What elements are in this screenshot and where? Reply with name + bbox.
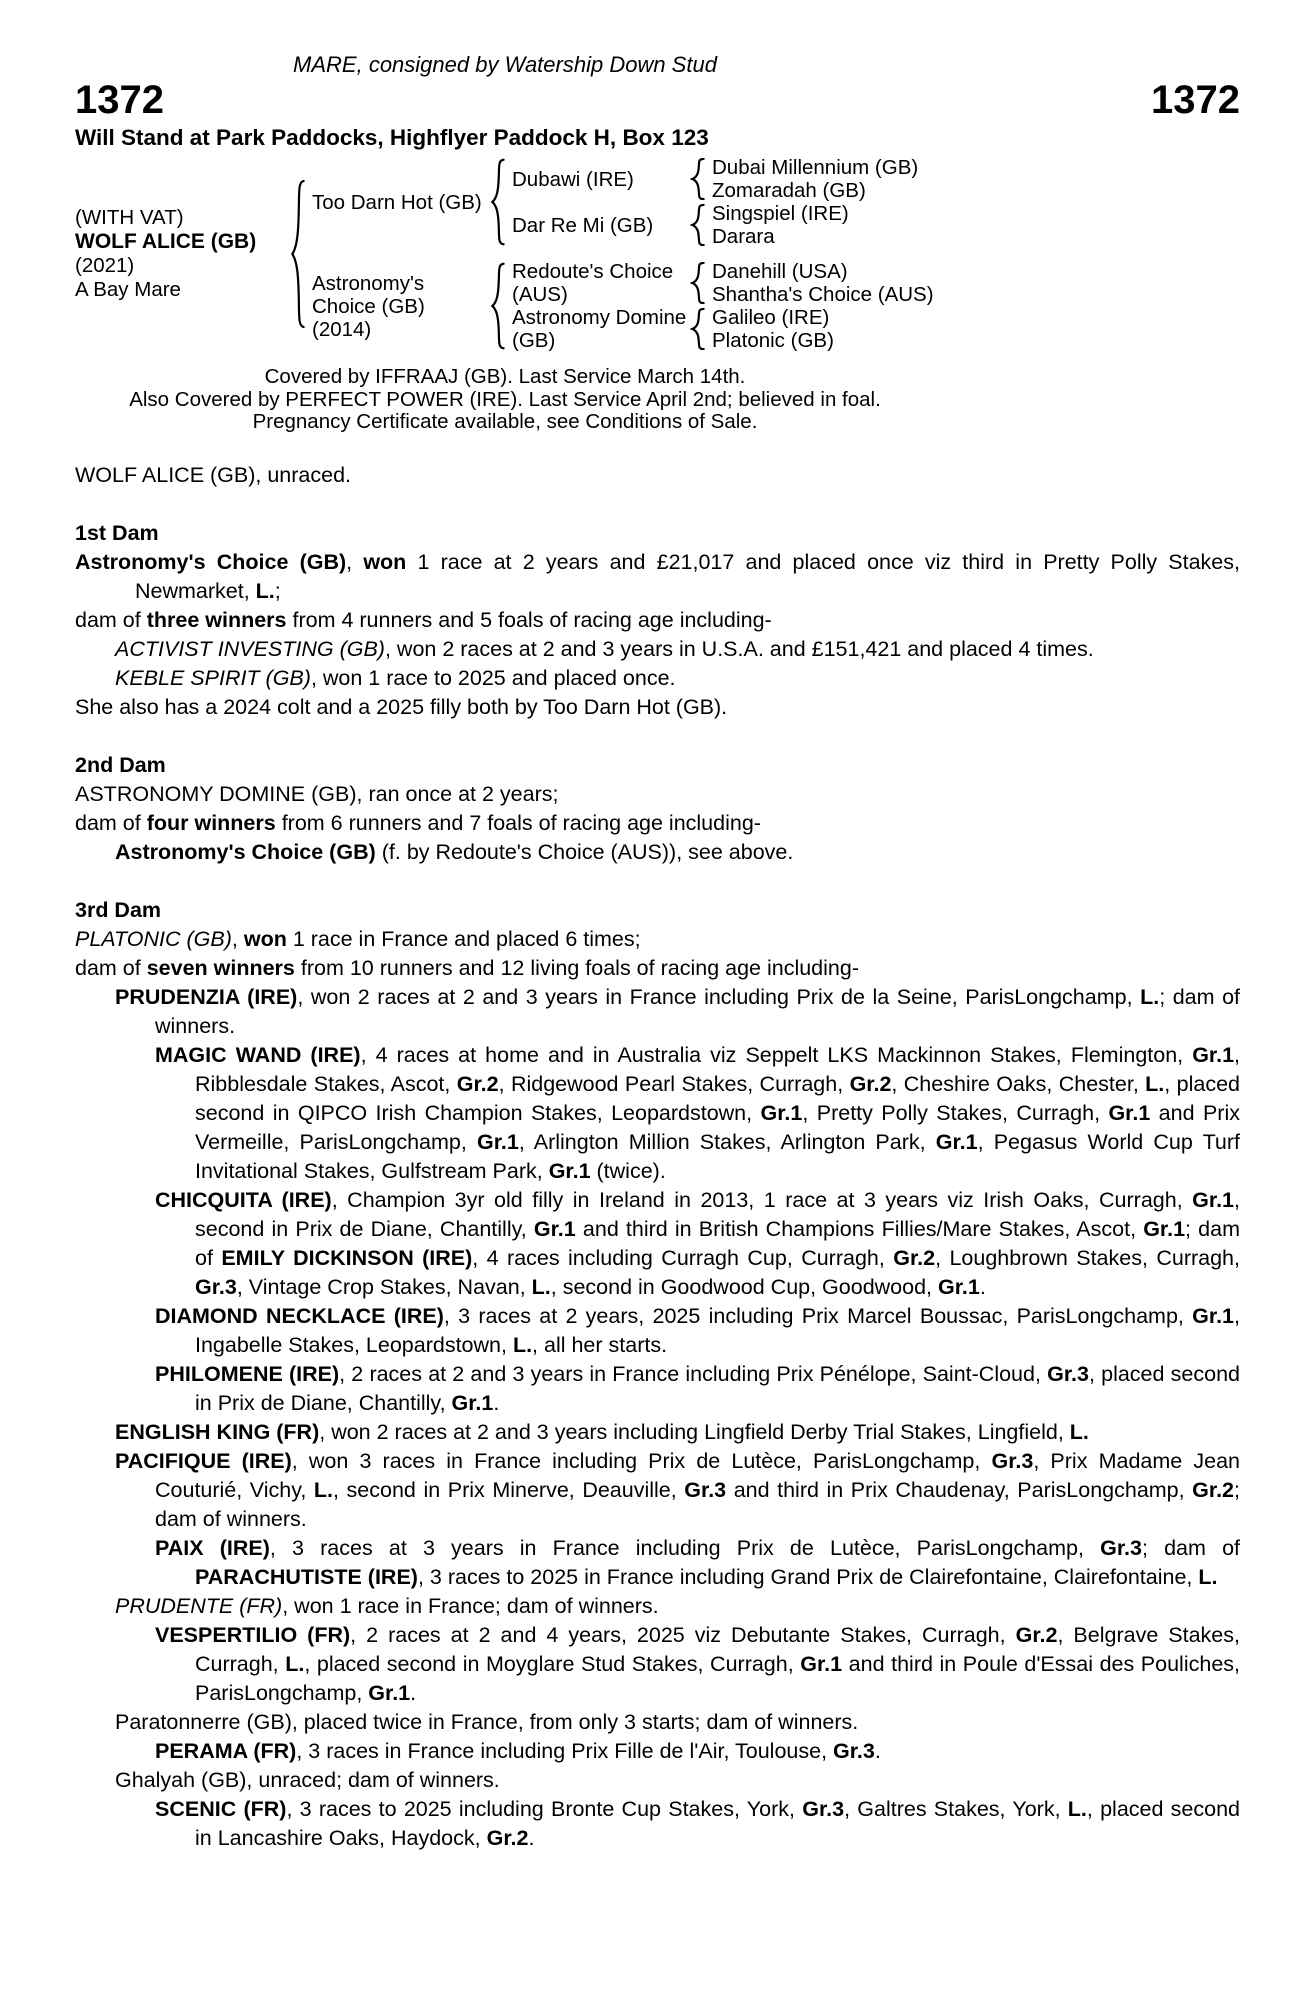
heading-1st-dam: 1st Dam [75, 520, 159, 545]
entry-philomene: PHILOMENE (IRE), 2 races at 2 and 3 years in France including Prix Pénélope, Saint-Cloud, Gr.3, placed second in Prix de Diane, Chantilly, Gr.1. [155, 1361, 1240, 1415]
pedigree-dam-sire-name: Redoute's Choice (AUS) [512, 260, 674, 306]
entry-prudenzia: PRUDENZIA (IRE), won 2 races at 2 and 3 years in France including Prix de la Seine, ParisLongchamp, L.; dam of winners. [115, 984, 1240, 1038]
catalogue-body [75, 461, 1240, 1853]
pedigree-dam-dam-name: Astronomy Domine (GB) [512, 306, 687, 352]
dam3-produce-intro: dam of seven winners from 10 runners and 12 living foals of racing age including- [75, 955, 859, 980]
lot-number-left: 1372 [75, 78, 164, 122]
pedigree-dam-sire-sire: Danehill (USA) [712, 260, 848, 283]
pedigree-dam-block [305, 260, 934, 352]
dam1-note: She also has a 2024 colt and a 2025 filly both by Too Darn Hot (GB). [75, 694, 728, 719]
pedigree-dam-sire-dam: Shantha's Choice (AUS) [712, 283, 934, 306]
pedigree-sire-sire-sire: Dubai Millennium (GB) [712, 156, 919, 179]
race-record: WOLF ALICE (GB), unraced. [75, 462, 352, 487]
dam1-produce-intro: dam of three winners from 4 runners and 5 foals of racing age including- [75, 607, 772, 632]
entry-magic-wand: MAGIC WAND (IRE), 4 races at home and in Australia viz Seppelt LKS Mackinnon Stakes, Flemington, Gr.1, Ribblesdale Stakes, Ascot, Gr.2, Ridgewood Pearl Stakes, Curragh, Gr.2, Cheshire Oaks, Chester, L., placed second in QIPCO Irish Champion Stakes, Leopardstown, Gr.1, Pretty Polly Stakes, Curragh, Gr.1 and Prix Vermeille, ParisLongchamp, Gr.1, Arlington Million Stakes, Arlington Park, Gr.1, Pegasus World Cup Turf Invitational Stakes, Gulfstream Park, Gr.1 (twice). [155, 1042, 1241, 1183]
pedigree-brace-small [690, 204, 705, 246]
pedigree-dam-dam-dam: Platonic (GB) [712, 329, 834, 352]
pedigree-dam-name [305, 272, 490, 341]
pedigree-sire-dam-name: Dar Re Mi (GB) [512, 213, 654, 237]
entry-vespertilio: VESPERTILIO (FR), 2 races at 2 and 4 years, 2025 viz Debutante Stakes, Curragh, Gr.2, Belgrave Stakes, Curragh, L., placed second in Moyglare Stud Stakes, Curragh, Gr.1 and third in Poule d'Essai des Pouliches, ParisLongchamp, Gr.1. [155, 1622, 1240, 1705]
lot-number-row [75, 78, 1240, 122]
pedigree [75, 156, 1240, 352]
entry-pacifique: PACIFIQUE (IRE), won 3 races in France including Prix de Lutèce, ParisLongchamp, Gr.3, Prix Madame Jean Couturié, Vichy, L., second in Prix Minerve, Deauville, Gr.3 and third in Prix Chaudenay, ParisLongchamp, Gr.2; dam of winners. [115, 1448, 1240, 1531]
pedigree-brace-small [690, 262, 705, 304]
consignor-line: MARE, consigned by Watership Down Stud [293, 52, 717, 77]
entry-chicquita: CHICQUITA (IRE), Champion 3yr old filly in Ireland in 2013, 1 race at 3 years viz Irish Oaks, Curragh, Gr.1, second in Prix de Diane, Chantilly, Gr.1 and third in British Champions Fillies/Mare Stakes, Ascot, Gr.1; dam of EMILY DICKINSON (IRE), 4 races including Curragh Cup, Curragh, Gr.2, Loughbrown Stakes, Curragh, Gr.3, Vintage Crop Stakes, Navan, L., second in Goodwood Cup, Goodwood, Gr.1. [155, 1187, 1240, 1299]
pedigree-sire-sire-block [505, 156, 918, 202]
pedigree-sire-sire-name: Dubawi (IRE) [512, 167, 634, 191]
pedigree-subject [75, 206, 290, 302]
heading-2nd-dam: 2nd Dam [75, 752, 166, 777]
pedigree-brace-small [690, 158, 705, 200]
covering-line-2: Also Covered by PERFECT POWER (IRE). Last Service April 2nd; believed in foal. [129, 387, 881, 411]
subject-colour: A Bay Mare [75, 278, 181, 301]
pedigree-brace-sire [490, 158, 505, 246]
entry-astronomys-choice: Astronomy's Choice (GB) (f. by Redoute's Choice (AUS)), see above. [115, 839, 794, 864]
pedigree-dam-year: (2014) [312, 317, 372, 341]
entry-paratonnerre: Paratonnerre (GB), placed twice in France, from only 3 starts; dam of winners. [115, 1709, 859, 1734]
entry-scenic: SCENIC (FR), 3 races to 2025 including Bronte Cup Stakes, York, Gr.3, Galtres Stakes, York, L., placed second in Lancashire Oaks, Haydock, Gr.2. [155, 1796, 1241, 1850]
heading-3rd-dam: 3rd Dam [75, 897, 162, 922]
pedigree-dam-sire-block [505, 260, 934, 306]
covering-line-3: Pregnancy Certificate available, see Conditions of Sale. [252, 410, 758, 433]
pedigree-brace-dam [490, 262, 505, 350]
dam1-race-record: Astronomy's Choice (GB), won 1 race at 2 years and £21,017 and placed once viz third in Pretty Polly Stakes, Newmarket, L.; [75, 549, 1240, 603]
pedigree-sire-sire-dam: Zomaradah (GB) [712, 179, 866, 202]
dam2-produce-intro: dam of four winners from 6 runners and 7 foals of racing age including- [75, 810, 761, 835]
entry-english-king: ENGLISH KING (FR), won 2 races at 2 and 3 years including Lingfield Derby Trial Stakes, Lingfield, L. [115, 1419, 1089, 1444]
stand-location-line: Will Stand at Park Paddocks, Highflyer Paddock H, Box 123 [75, 125, 709, 150]
pedigree-dam-dam-block [505, 306, 934, 352]
vat-note: (WITH VAT) [75, 206, 184, 229]
subject-name: WOLF ALICE (GB) [75, 230, 257, 253]
pedigree-sire-dam-block [505, 202, 918, 248]
entry-paix: PAIX (IRE), 3 races at 3 years in France including Prix de Lutèce, ParisLongchamp, Gr.3; dam of PARACHUTISTE (IRE), 3 races to 2025 in France including Grand Prix de Clairefontaine, Clairefontaine, L. [155, 1535, 1240, 1589]
pedigree-dam-dam-sire: Galileo (IRE) [712, 306, 830, 329]
dam3-race-record: PLATONIC (GB), won 1 race in France and placed 6 times; [75, 926, 641, 951]
subject-year: (2021) [75, 254, 135, 277]
entry-prudente: PRUDENTE (FR), won 1 race in France; dam of winners. [115, 1593, 659, 1618]
entry-diamond-necklace: DIAMOND NECKLACE (IRE), 3 races at 2 years, 2025 including Prix Marcel Boussac, ParisLongchamp, Gr.1, Ingabelle Stakes, Leopardstown, L., all her starts. [155, 1303, 1240, 1357]
pedigree-sire-dam-dam: Darara [712, 225, 775, 248]
entry-ghalyah: Ghalyah (GB), unraced; dam of winners. [115, 1767, 500, 1792]
pedigree-sire-block [305, 156, 934, 248]
covering-line-1: Covered by IFFRAAJ (GB). Last Service March 14th. [264, 365, 746, 388]
pedigree-sire-dam-sire: Singspiel (IRE) [712, 202, 849, 225]
entry-perama: PERAMA (FR), 3 races in France including Prix Fille de l'Air, Toulouse, Gr.3. [155, 1738, 881, 1763]
entry-activist-investing: ACTIVIST INVESTING (GB), won 2 races at 2 and 3 years in U.S.A. and £151,421 and placed 4 times. [115, 636, 1094, 661]
dam2-race-record: ASTRONOMY DOMINE (GB), ran once at 2 years; [75, 781, 559, 806]
pedigree-brace-small [690, 308, 705, 350]
covering-details [75, 366, 935, 434]
pedigree-sire-name: Too Darn Hot (GB) [312, 190, 482, 214]
pedigree-dam-name-text: Astronomy's Choice (GB) [312, 271, 425, 318]
lot-number-right: 1372 [1151, 78, 1240, 122]
entry-keble-spirit: KEBLE SPIRIT (GB), won 1 race to 2025 and placed once. [115, 665, 676, 690]
pedigree-brace-gen1 [290, 178, 305, 330]
